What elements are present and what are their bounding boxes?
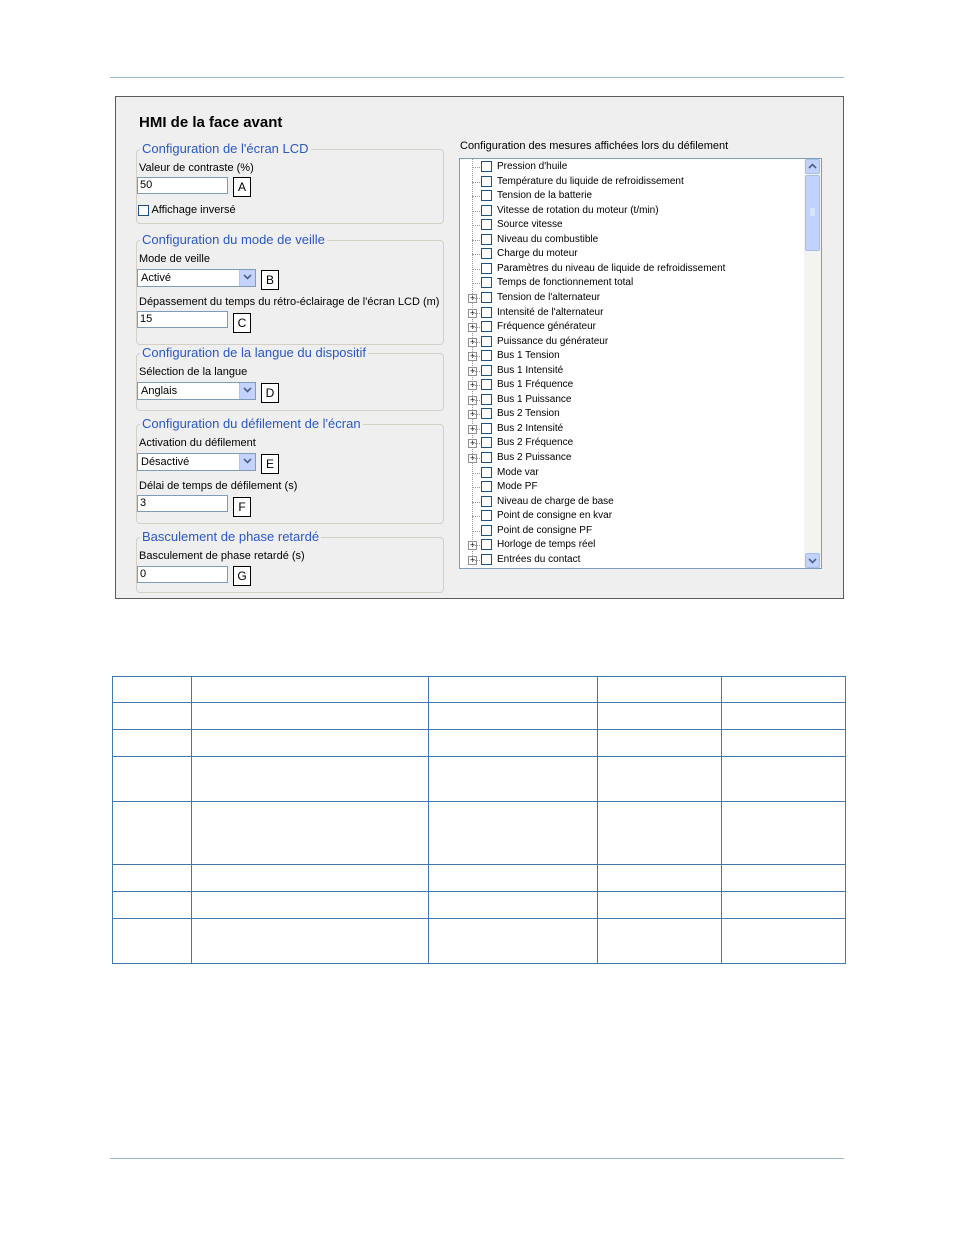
tree-item-label: Vitesse de rotation du moteur (t/min) [497,204,659,216]
table-cell [113,865,192,892]
callout-f: F [233,497,251,517]
tree-item-checkbox[interactable] [481,452,492,463]
scroll-activation-label: Activation du défilement [139,437,256,449]
tree-item-label: Paramètres du niveau de liquide de refroidissement [497,262,726,274]
table-row [113,730,846,757]
group-legend: Configuration du mode de veille [142,232,325,247]
tree-connector [472,254,480,255]
tree-item-label: Puissance du générateur [497,335,609,347]
tree-item[interactable] [460,175,800,189]
tree-item-checkbox[interactable] [481,525,492,536]
table-cell [192,802,429,865]
table-cell [429,892,598,919]
chevron-down-icon [806,554,819,567]
tree-connector [472,371,480,372]
table-cell [722,703,846,730]
expand-icon[interactable]: + [469,351,476,362]
table-row [113,802,846,865]
scroll-measures-title: Configuration des mesures affichées lors du défilement [460,140,729,152]
header-rule [110,77,844,78]
tree-item[interactable] [460,378,800,392]
table-cell [598,703,722,730]
tree-item-checkbox[interactable] [481,161,492,172]
tree-item-checkbox[interactable] [481,321,492,332]
tree-item[interactable] [460,436,800,450]
backlight-timeout-input[interactable]: 15 [137,311,228,328]
tree-connector [472,545,480,546]
tree-item[interactable] [460,306,800,320]
tree-item-label: Niveau de charge de base [497,495,614,507]
table-cell [429,677,598,703]
tree-item[interactable] [460,509,800,523]
tree-item[interactable] [460,480,800,494]
tree-connector [472,240,480,241]
table-cell [598,865,722,892]
tree-item-label: Source vitesse [497,219,563,231]
lcd-config-group [136,141,444,224]
tree-item-label: Bus 1 Tension [497,350,560,362]
contrast-input[interactable]: 50 [137,177,228,194]
tree-connector [472,342,480,343]
scroll-delay-input[interactable]: 3 [137,495,228,512]
chevron-up-icon [806,160,819,173]
callout-b: B [261,270,279,290]
table-cell [192,677,429,703]
table-cell [429,802,598,865]
table-cell [113,757,192,802]
table-cell [113,802,192,865]
expand-icon[interactable]: + [469,307,476,318]
tree-item[interactable] [460,553,800,567]
tree-item-checkbox[interactable] [481,176,492,187]
tree-item-label: Bus 2 Puissance [497,452,572,463]
tree-item-label: Fréquence générateur [497,321,596,333]
grip-icon [806,176,819,250]
scroll-activation-select[interactable] [137,453,256,471]
tree-item-label: Bus 2 Intensité [497,422,564,434]
sleep-mode-select[interactable] [137,269,256,287]
tree-item-label: Bus 2 Fréquence [497,437,574,449]
data-table [112,676,846,964]
tree-item-label: Température du liquide de refroidissement [497,175,684,187]
tree-item-label: Point de consigne PF [497,524,593,536]
tree-item-checkbox[interactable] [481,307,492,318]
phase-delay-input[interactable]: 0 [137,566,228,583]
inverted-display-checkbox[interactable] [138,205,149,216]
tree-connector [472,269,480,270]
tree-item-checkbox[interactable] [481,554,492,565]
sleep-mode-label: Mode de veille [139,253,210,265]
panel-title: HMI de la face avant [139,114,283,131]
tree-item-label: Entrées du contact [497,553,581,565]
table-cell [429,865,598,892]
scroll-thumb[interactable] [805,175,820,251]
tree-item-checkbox[interactable] [481,234,492,245]
tree-connector [472,298,480,299]
inverted-display-row[interactable] [138,204,236,216]
tree-item[interactable] [460,276,800,290]
tree-connector [472,283,480,284]
expand-icon[interactable]: + [469,540,476,551]
table-row [113,677,846,703]
expand-icon[interactable]: + [469,554,476,565]
table-cell [113,919,192,964]
tree-item-label: Bus 1 Intensité [497,364,564,376]
table-cell [192,892,429,919]
contrast-label: Valeur de contraste (%) [139,162,254,174]
tree-item[interactable] [460,291,800,305]
group-legend: Configuration du défilement de l'écran [142,416,361,431]
tree-item-checkbox[interactable] [481,510,492,521]
phase-delay-label: Basculement de phase retardé (s) [139,550,305,562]
tree-item-checkbox[interactable] [481,423,492,434]
tree-item-checkbox[interactable] [481,408,492,419]
expand-icon[interactable]: + [469,380,476,391]
tree-item-checkbox[interactable] [481,365,492,376]
table-cell [598,677,722,703]
tree-item-label: Bus 2 Tension [497,408,560,420]
callout-e: E [261,454,279,474]
table-row [113,892,846,919]
tree-item-checkbox[interactable] [481,292,492,303]
tree-item-label: Horloge de temps réel [497,539,596,551]
tree-item[interactable] [460,189,800,203]
tree-item-label: Bus 1 Puissance [497,393,572,405]
chevron-down-icon[interactable] [239,383,255,399]
table-cell [722,730,846,757]
tree-item[interactable] [460,407,800,421]
scroll-delay-label: Délai de temps de défilement (s) [139,480,298,492]
scroll-activation-value: Désactivé [141,456,190,468]
tree-connector [472,516,480,517]
table-row [113,757,846,802]
table-cell [722,919,846,964]
tree-item-label: Tension de la batterie [497,190,593,202]
tree-item-checkbox[interactable] [481,379,492,390]
tree-connector [472,327,480,328]
backlight-timeout-label: Dépassement du temps du rétro-éclairage de l'écran LCD (m) [139,296,440,308]
tree-item-label: Niveau du combustible [497,233,599,245]
table-cell [598,919,722,964]
table-cell [598,802,722,865]
language-value: Anglais [141,385,178,397]
tree-item[interactable] [460,218,800,232]
table-cell [598,757,722,802]
tree-item-checkbox[interactable] [481,481,492,492]
tree-item[interactable] [460,466,800,480]
table-cell [722,757,846,802]
tree-item[interactable] [460,233,800,247]
expand-icon[interactable]: + [469,292,476,303]
tree-item-checkbox[interactable] [481,467,492,478]
tree-item-checkbox[interactable] [481,219,492,230]
tree-connector [472,473,480,474]
table-cell [192,865,429,892]
tree-item[interactable] [460,349,800,363]
table-cell [722,865,846,892]
table-row [113,703,846,730]
callout-c: C [233,313,251,333]
phase-toggle-group [136,529,444,593]
tree-item[interactable] [460,364,800,378]
scroll-measures-tree[interactable] [459,158,822,569]
tree-item-label: Pression d'huile [497,161,568,172]
language-label: Sélection de la langue [139,366,248,378]
tree-item-checkbox[interactable] [481,263,492,274]
language-config-group [136,345,444,411]
expand-icon[interactable]: + [469,423,476,434]
table-cell [722,892,846,919]
table-cell [722,802,846,865]
callout-g: G [233,566,251,586]
table-cell [429,919,598,964]
table-cell [429,757,598,802]
callout-d: D [261,383,279,403]
table-cell [113,703,192,730]
expand-icon[interactable]: + [469,365,476,376]
tree-item-label: Charge du moteur [497,248,578,260]
tree-item-label: Intensité de l'alternateur [497,306,604,318]
hmi-config-panel [115,96,844,599]
table-cell [722,677,846,703]
tree-connector [472,385,480,386]
scroll-down-button[interactable] [805,553,820,568]
tree-connector [472,196,480,197]
expand-icon[interactable]: + [469,322,476,333]
tree-item-label: Tension de l'alternateur [497,291,601,303]
tree-item-checkbox[interactable] [481,336,492,347]
tree-connector [472,167,480,168]
tree-connector [472,560,480,561]
scroll-up-button[interactable] [805,159,820,174]
tree-item-checkbox[interactable] [481,277,492,288]
table-cell [429,703,598,730]
tree-item[interactable] [460,247,800,261]
tree-item-label: Mode PF [497,481,538,493]
expand-icon[interactable]: + [469,438,476,449]
tree-item-checkbox[interactable] [481,190,492,201]
tree-connector [472,182,480,183]
language-select[interactable] [137,382,256,400]
table-cell [113,730,192,757]
tree-connector [472,313,480,314]
expand-icon[interactable]: + [469,336,476,347]
tree-connector [472,414,480,415]
tree-connector [472,443,480,444]
tree-connector [472,502,480,503]
tree-item[interactable] [460,393,800,407]
sleep-mode-value: Activé [141,272,171,284]
chevron-down-icon[interactable] [239,270,255,286]
group-legend: Configuration de la langue du dispositif [142,345,367,360]
tree-item[interactable] [460,451,800,465]
expand-icon[interactable]: + [469,409,476,420]
group-legend: Basculement de phase retardé [142,529,320,544]
table-row [113,919,846,964]
tree-item-checkbox[interactable] [481,496,492,507]
group-legend: Configuration de l'écran LCD [142,141,309,156]
tree-item[interactable] [460,524,800,538]
tree-connector [472,458,480,459]
tree-item[interactable] [460,335,800,349]
table-cell [192,703,429,730]
tree-connector [472,400,480,401]
table-cell [598,730,722,757]
tree-item[interactable] [460,422,800,436]
table-cell [598,892,722,919]
tree-connector [472,211,480,212]
table-cell [429,730,598,757]
expand-icon[interactable]: + [469,394,476,405]
tree-item-checkbox[interactable] [481,248,492,259]
tree-item[interactable] [460,262,800,276]
footer-rule [110,1158,844,1159]
expand-icon[interactable]: + [469,453,476,463]
tree-item-checkbox[interactable] [481,205,492,216]
tree-item[interactable] [460,204,800,218]
tree-connector [472,429,480,430]
tree-item-label: Bus 1 Fréquence [497,379,574,391]
sleep-config-group [136,232,444,345]
tree-item-checkbox[interactable] [481,539,492,550]
tree-item[interactable] [460,320,800,334]
tree-item-checkbox[interactable] [481,437,492,448]
callout-a: A [233,177,251,197]
table-cell [192,730,429,757]
tree-item[interactable] [460,538,800,552]
tree-item-checkbox[interactable] [481,350,492,361]
tree-connector [472,356,480,357]
table-cell [113,892,192,919]
table-cell [113,677,192,703]
chevron-down-icon[interactable] [239,454,255,470]
tree-connector [472,225,480,226]
tree-item-label: Mode var [497,466,539,478]
table-cell [192,919,429,964]
table-row [113,865,846,892]
table-cell [192,757,429,802]
scroll-config-group [136,416,444,524]
tree-connector [472,487,480,488]
tree-scrollbar[interactable] [804,159,821,568]
tree-item[interactable] [460,160,800,174]
tree-connector [472,531,480,532]
tree-item-label: Temps de fonctionnement total [497,277,634,289]
inverted-display-label: Affichage inversé [151,204,236,216]
tree-item-checkbox[interactable] [481,394,492,405]
tree-item[interactable] [460,495,800,509]
tree-item-label: Point de consigne en kvar [497,510,613,522]
